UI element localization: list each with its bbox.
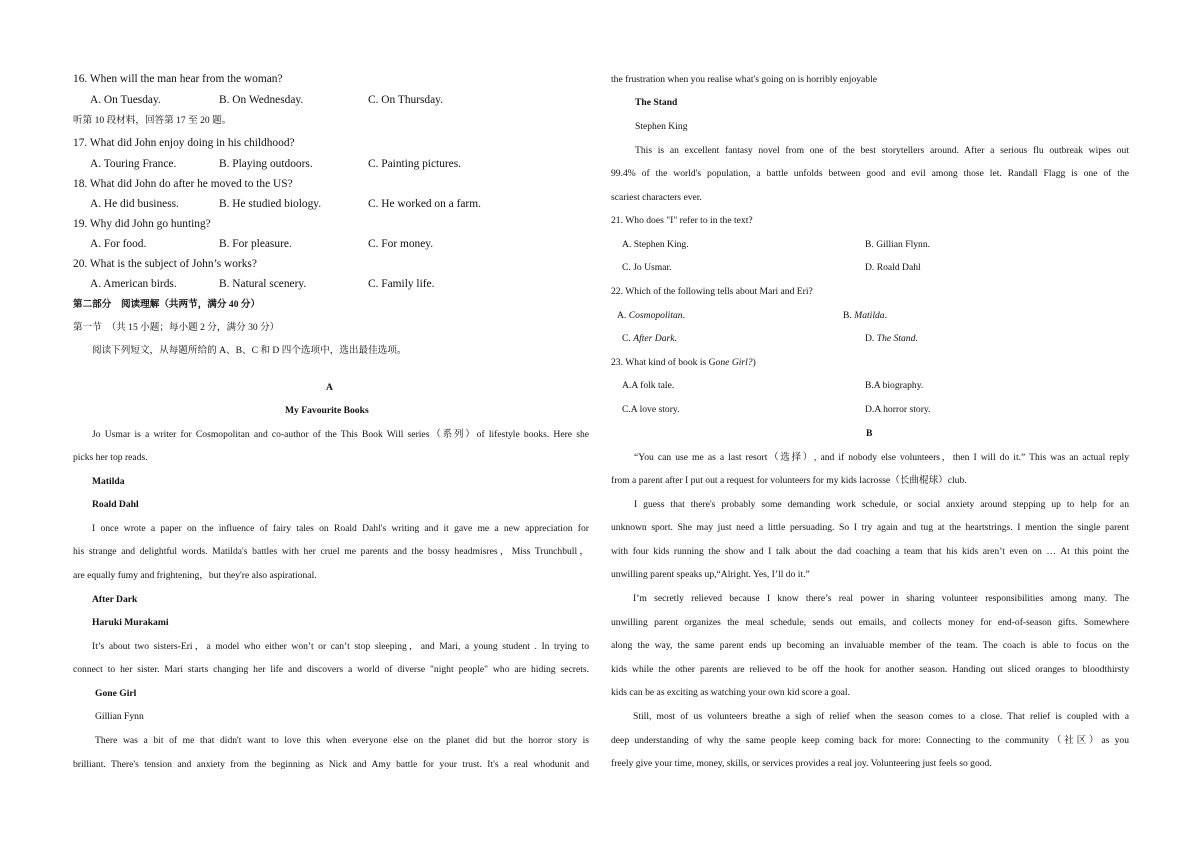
question-16: 16. When will the man hear from the woman? — [73, 73, 283, 85]
book-title-after-dark: After Dark — [92, 594, 138, 605]
question-23-stem: 23. What kind of book is G — [611, 357, 716, 368]
question-21: 21. Who does "I" refer to in the text? — [611, 215, 753, 226]
passage-b-line-12: Still, most of us volunteers breathe a sigh of relief when the season comes to a close. That relief is coupled with a — [633, 711, 1129, 722]
after-dark-line-1: It’s about two sisters-Eri，a model who either won’t or can’t stop sleeping，and Mari, a young student . In trying to — [92, 641, 589, 652]
passage-b-line-8: unwilling parent organizes the meal schedule, sends out emails, and collects money for end-of-season gifts. Somewhere — [611, 617, 1129, 628]
option-22a-letter: A. — [617, 310, 629, 321]
option-22c — [622, 334, 677, 344]
passage-b-line-13: deep understanding of why the same people keep coming back for more: Connecting to the community（社区）as you — [611, 735, 1129, 746]
option-22b-period: . — [884, 310, 887, 321]
option-21d: D. Roald Dahl — [865, 262, 921, 273]
passage-b-line-3: I guess that there's probably some demanding work schedule, or social anxiety around stepping up to help for an — [634, 499, 1129, 510]
book-author-king: Stephen King — [635, 121, 688, 132]
option-22d-letter: D. — [865, 333, 877, 344]
question-23 — [611, 358, 756, 368]
option-23a: A.A folk tale. — [622, 380, 675, 391]
option-18c: C. He worked on a farm. — [368, 198, 481, 210]
option-21b: B. Gillian Flynn. — [865, 239, 931, 250]
option-21a: A. Stephen King. — [622, 239, 689, 250]
intro-line-2: picks her top reads. — [73, 452, 148, 463]
option-22b-title: Matilda — [854, 310, 885, 321]
question-18: 18. What did John do after he moved to the US? — [73, 178, 293, 190]
book-title-matilda: Matilda — [92, 476, 125, 487]
option-22c-letter: C. — [622, 333, 634, 344]
question-23-close: ) — [752, 357, 756, 368]
question-19: 19. Why did John go hunting? — [73, 218, 211, 230]
passage-b-line-1: “You can use me as a last resort（选择）, and if nobody else volunteers，then I will do it.” This was an actual reply — [634, 452, 1129, 463]
question-22: 22. Which of the following tells about Mari and Eri? — [611, 286, 813, 297]
question-20: 20. What is the subject of John’s works? — [73, 258, 257, 270]
option-20a: A. American birds. — [90, 278, 177, 290]
option-21c: C. Jo Usmar. — [622, 262, 672, 273]
option-20c: C. Family life. — [368, 278, 435, 290]
option-23d: D.A horror story. — [865, 404, 931, 415]
question-23-title: one Girl? — [715, 357, 753, 368]
gone-girl-line-3: the frustration when you realise what's going on is horribly enjoyable — [611, 74, 878, 85]
listening-section-10: 听第 10 段材料，回答第 17 至 20 题。 — [73, 115, 232, 126]
book-title-the-stand: The Stand — [635, 97, 678, 108]
option-22d-title: The Stand — [876, 333, 916, 344]
matilda-line-2: his strange and delightful words. Matilda's battles with her cruel me parents and the bossy headmisres，Miss Trunchbull， — [73, 546, 589, 557]
option-16c: C. On Thursday. — [368, 94, 443, 106]
book-author-murakami: Haruki Murakami — [92, 617, 169, 628]
passage-a-title: My Favourite Books — [285, 405, 369, 416]
matilda-line-1: I once wrote a paper on the influence of fairy tales on Roald Dahl's writing and it gave me a new appreciation for — [92, 523, 589, 534]
option-22a-period: . — [682, 310, 685, 321]
intro-line-1: Jo Usmar is a writer for Cosmopolitan and co-author of the This Book Will series（系列）of lifestyle books. Here she — [92, 429, 589, 440]
part-two-heading: 第二部分 阅读理解（共两节，满分 40 分） — [73, 299, 261, 310]
option-22c-period: . — [674, 333, 677, 344]
book-title-gone-girl: Gone Girl — [95, 688, 137, 699]
option-22c-title: After Dark — [633, 333, 675, 344]
gone-girl-line-1: There was a bit of me that didn't want to love this when everyone else on the planet did but the horror story is — [95, 735, 589, 746]
section-one-heading: 第一节 （共 15 小题；每小题 2 分，满分 30 分） — [73, 322, 280, 333]
option-23b: B.A biography. — [865, 380, 924, 391]
option-16b: B. On Wednesday. — [219, 94, 304, 106]
book-author-flynn: Gillian Fynn — [95, 711, 144, 722]
option-22b — [843, 311, 887, 321]
option-18b: B. He studied biology. — [219, 198, 322, 210]
passage-b-line-4: unknown sport. She may just need a little persuading. So I try again and tug at the heartstrings. I mention the single parent — [611, 522, 1129, 533]
passage-b-line-2: from a parent after I put out a request for volunteers for my kids lacrosse（长曲棍球）club. — [611, 475, 967, 486]
option-23c: C.A love story. — [622, 404, 680, 415]
after-dark-line-2: connect to her sister. Mari starts changing her life and discovers a world of diverse "night people" who are hiding secrets. — [73, 664, 589, 675]
passage-b-line-5: with four kids running the show and I talk about the dad coaching a team that his kids aren’t even on … At this point the — [611, 546, 1129, 557]
the-stand-line-3: scariest characters ever. — [611, 192, 702, 203]
passage-b-line-6: unwilling parent speaks up,“Alright. Yes, I’ll do it.” — [611, 569, 810, 580]
option-19a: A. For food. — [90, 238, 147, 250]
option-19c: C. For money. — [368, 238, 434, 250]
option-22a — [617, 311, 685, 321]
passage-b-label: B — [866, 428, 873, 439]
passage-a-label: A — [326, 382, 333, 393]
option-20b: B. Natural scenery. — [219, 278, 307, 290]
matilda-line-3: are equally fumy and frightening，but they're also aspirational. — [73, 570, 317, 581]
option-18a: A. He did business. — [90, 198, 179, 210]
option-22b-letter: B. — [843, 310, 855, 321]
option-17b: B. Playing outdoors. — [219, 158, 313, 170]
book-author-dahl: Roald Dahl — [92, 499, 139, 510]
the-stand-line-1: This is an excellent fantasy novel from one of the best storytellers around. After a serious flu outbreak wipes out — [635, 145, 1129, 156]
option-19b: B. For pleasure. — [219, 238, 292, 250]
passage-b-line-9: along the way, the same parent ends up becoming an invaluable member of the team. The coach is able to focus on the — [611, 640, 1129, 651]
gone-girl-line-2: brilliant. There's tension and anxiety from the beginning as Nick and Amy battle for your trust. It's a real whodunit and — [73, 759, 589, 770]
reading-instruction: 阅读下列短文，从每题所给的 A、B、C 和 D 四个选项中，选出最佳选项。 — [92, 345, 407, 356]
the-stand-line-2: 99.4% of the world's population, a battle unfolds between good and evil among those let. Randall Flagg is one of the — [611, 168, 1129, 179]
passage-b-line-14: freely give your time, money, skills, or services provides a real joy. Volunteering just feels so good. — [611, 758, 992, 769]
passage-b-line-7: I’m secretly relieved because I know there’s real power in sharing volunteer responsibilities among many. The — [633, 593, 1129, 604]
option-22d — [865, 334, 918, 344]
option-16a: A. On Tuesday. — [90, 94, 161, 106]
option-17a: A. Touring France. — [90, 158, 177, 170]
passage-b-line-10: kids while the other parents are relieved to be off the hook for another season. Handing out sliced oranges to bloodthirsty — [611, 664, 1129, 675]
option-17c: C. Painting pictures. — [368, 158, 462, 170]
option-22d-period: . — [915, 333, 918, 344]
passage-b-line-11: kids can be as exciting as watching your own kid score a goal. — [611, 687, 850, 698]
option-22a-title: Cosmopolitan — [628, 310, 683, 321]
question-17: 17. What did John enjoy doing in his childhood? — [73, 137, 295, 149]
